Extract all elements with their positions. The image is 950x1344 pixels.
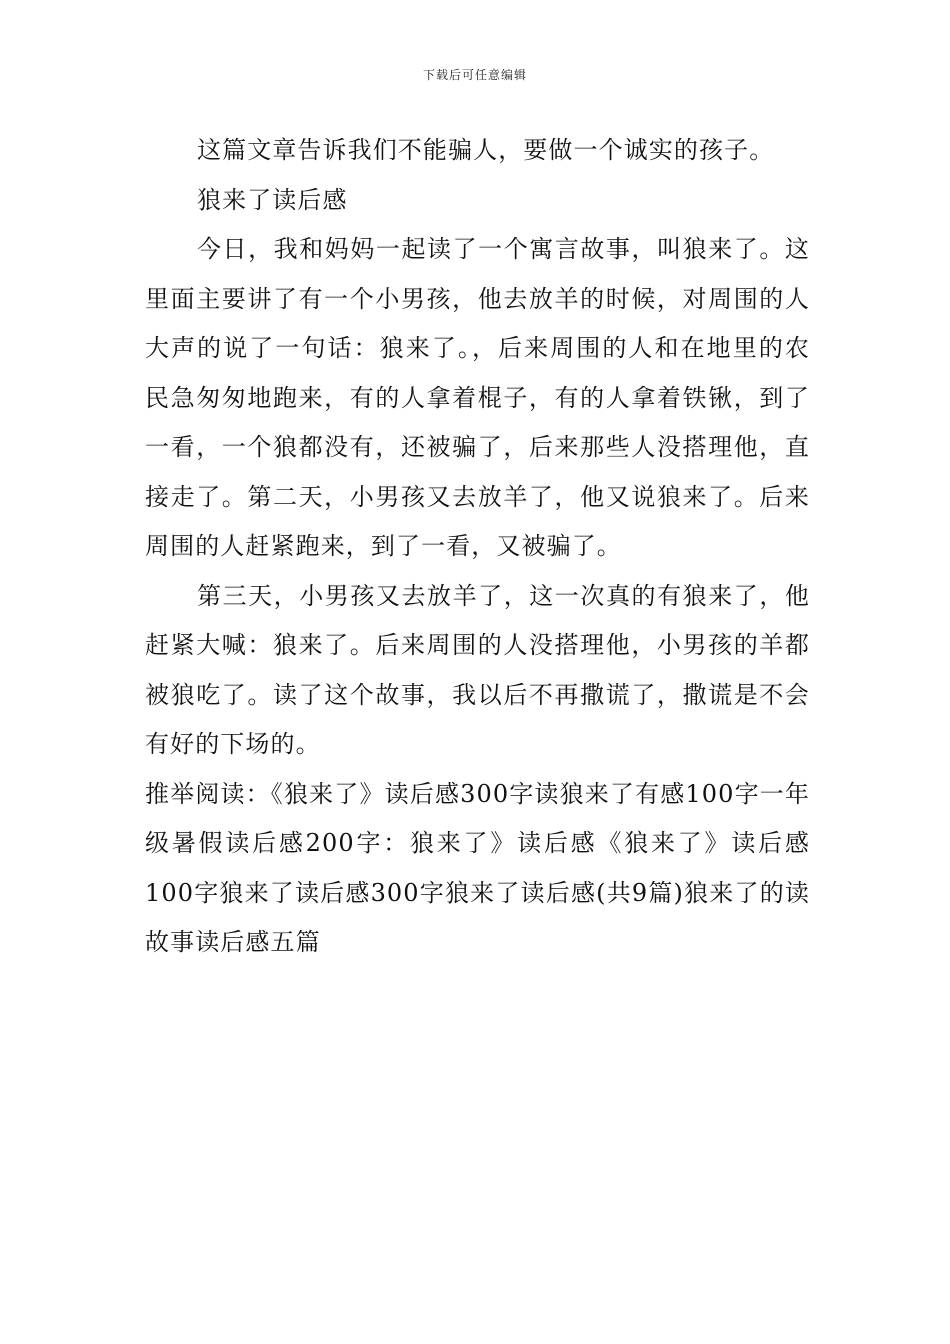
page-header: 下载后可任意编辑 <box>422 68 527 82</box>
section-title: 狼来了读后感 <box>197 185 348 214</box>
recommended-reading: 推举阅读：《狼来了》读后感300字读狼来了有感100字一年级暑假读后感200字：狼来了》读后感《狼来了》读后感100字狼来了读后感300字狼来了读后感(共9篇)狼来了的读故事读后感五篇 <box>145 779 810 956</box>
document-body <box>145 126 810 968</box>
conclusion-paragraph: 这篇文章告诉我们不能骗人，要做一个诚实的孩子。 <box>197 136 775 164</box>
story-paragraph-2: 第三天，小男孩又去放羊了，这一次真的有狼来了，他赶紧大喊：狼来了。后来周围的人没搭理他，小男孩的羊都被狼吃了。读了这个故事，我以后不再撒谎了，撒谎是不会有好的下场的。 <box>145 581 810 758</box>
story-paragraph-1: 今日，我和妈妈一起读了一个寓言故事，叫狼来了。这里面主要讲了有一个小男孩，他去放羊的时候，对周围的人大声的说了一句话：狼来了。，后来周围的人和在地里的农民急匆匆地跑来，有的人拿着棍子，有的人拿着铁锹，到了一看，一个狼都没有，还被骗了，后来那些人没搭理他，直接走了。第二天，小男孩又去放羊了，他又说狼来了。后来周围的人赶紧跑来，到了一看，又被骗了。 <box>145 235 810 560</box>
